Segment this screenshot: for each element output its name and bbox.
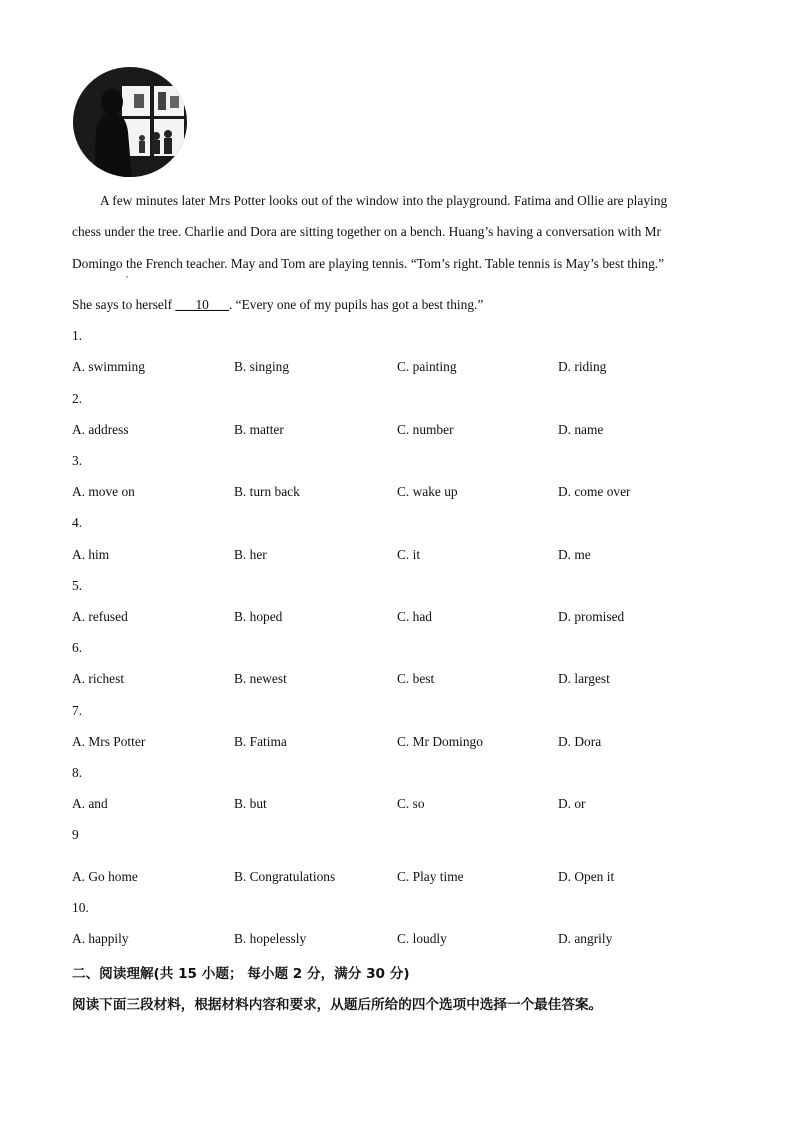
question-number: 4. <box>72 515 83 530</box>
answer-blank-10: ___10___ <box>175 297 229 312</box>
option-c: C. Mr Domingo <box>397 734 483 749</box>
option-c: C. it <box>397 547 421 562</box>
question-number: 5. <box>72 578 83 593</box>
illustration-woman-at-window <box>72 66 188 178</box>
passage-line-3 <box>72 256 722 272</box>
option-d: D. angrily <box>558 931 613 946</box>
option-a: A. Mrs Potter <box>72 734 146 749</box>
option-b: B. Congratulations <box>234 869 336 884</box>
question-number: 6. <box>72 640 83 655</box>
question-number: 2. <box>72 391 83 406</box>
option-d: D. promised <box>558 609 625 624</box>
option-b: B. her <box>234 547 267 562</box>
option-a: A. him <box>72 547 110 562</box>
question-number: 7. <box>72 703 83 718</box>
option-a: A. refused <box>72 609 128 624</box>
option-b: B. hopelessly <box>234 931 307 946</box>
option-c: C. wake up <box>397 484 458 499</box>
question-number: 3. <box>72 453 83 468</box>
option-d: D. come over <box>558 484 631 499</box>
option-a: A. richest <box>72 671 125 686</box>
option-b: B. matter <box>234 422 284 437</box>
option-a: A. swimming <box>72 359 145 374</box>
option-a: A. and <box>72 796 108 811</box>
passage-line-2: chess under the tree. Charlie and Dora are sitting together on a bench. Huang’s having a conversation with Mr <box>72 224 662 239</box>
option-d: D. Open it <box>558 869 615 884</box>
option-d: D. Dora <box>558 734 602 749</box>
passage-line-4 <box>72 297 722 313</box>
option-d: D. name <box>558 422 604 437</box>
option-d: D. riding <box>558 359 607 374</box>
option-d: D. or <box>558 796 586 811</box>
option-d: D. largest <box>558 671 610 686</box>
question-number: 1. <box>72 328 83 343</box>
option-b: B. newest <box>234 671 287 686</box>
option-c: C. best <box>397 671 435 686</box>
stray-comma-mark: , <box>126 270 128 279</box>
option-a: A. happily <box>72 931 129 946</box>
option-b: B. Fatima <box>234 734 287 749</box>
option-a: A. move on <box>72 484 135 499</box>
question-number: 9 <box>72 827 79 842</box>
option-a: A. Go home <box>72 869 138 884</box>
passage-line-1: A few minutes later Mrs Potter looks out of the window into the playground. Fatima and Ollie are playing <box>100 193 668 208</box>
question-number: 8. <box>72 765 83 780</box>
option-d: D. me <box>558 547 591 562</box>
option-c: C. so <box>397 796 425 811</box>
passage-line-3-start: Domingo <box>72 256 123 271</box>
option-c: C. loudly <box>397 931 447 946</box>
question-number: 10. <box>72 900 89 915</box>
option-b: B. but <box>234 796 267 811</box>
passage-line-4-end: . “Every one of my pupils has got a best thing.” <box>228 297 484 312</box>
section-heading: 二、阅读理解(共 15 小题； 每小题 2 分，满分 30 分) <box>72 966 410 982</box>
section-instruction: 阅读下面三段材料，根据材料内容和要求，从题后所给的四个选项中选择一个最佳答案。 <box>72 997 603 1013</box>
passage-line-3-end: the French teacher. May and Tom are playing tennis. “Tom’s right. Table tennis is May’s best thing.” <box>122 256 665 271</box>
option-b: B. singing <box>234 359 290 374</box>
option-c: C. had <box>397 609 432 624</box>
option-b: B. hoped <box>234 609 283 624</box>
option-a: A. address <box>72 422 129 437</box>
option-c: C. painting <box>397 359 457 374</box>
option-c: C. Play time <box>397 869 464 884</box>
option-b: B. turn back <box>234 484 300 499</box>
option-c: C. number <box>397 422 454 437</box>
passage-line-4-start: She says to herself <box>72 297 176 312</box>
